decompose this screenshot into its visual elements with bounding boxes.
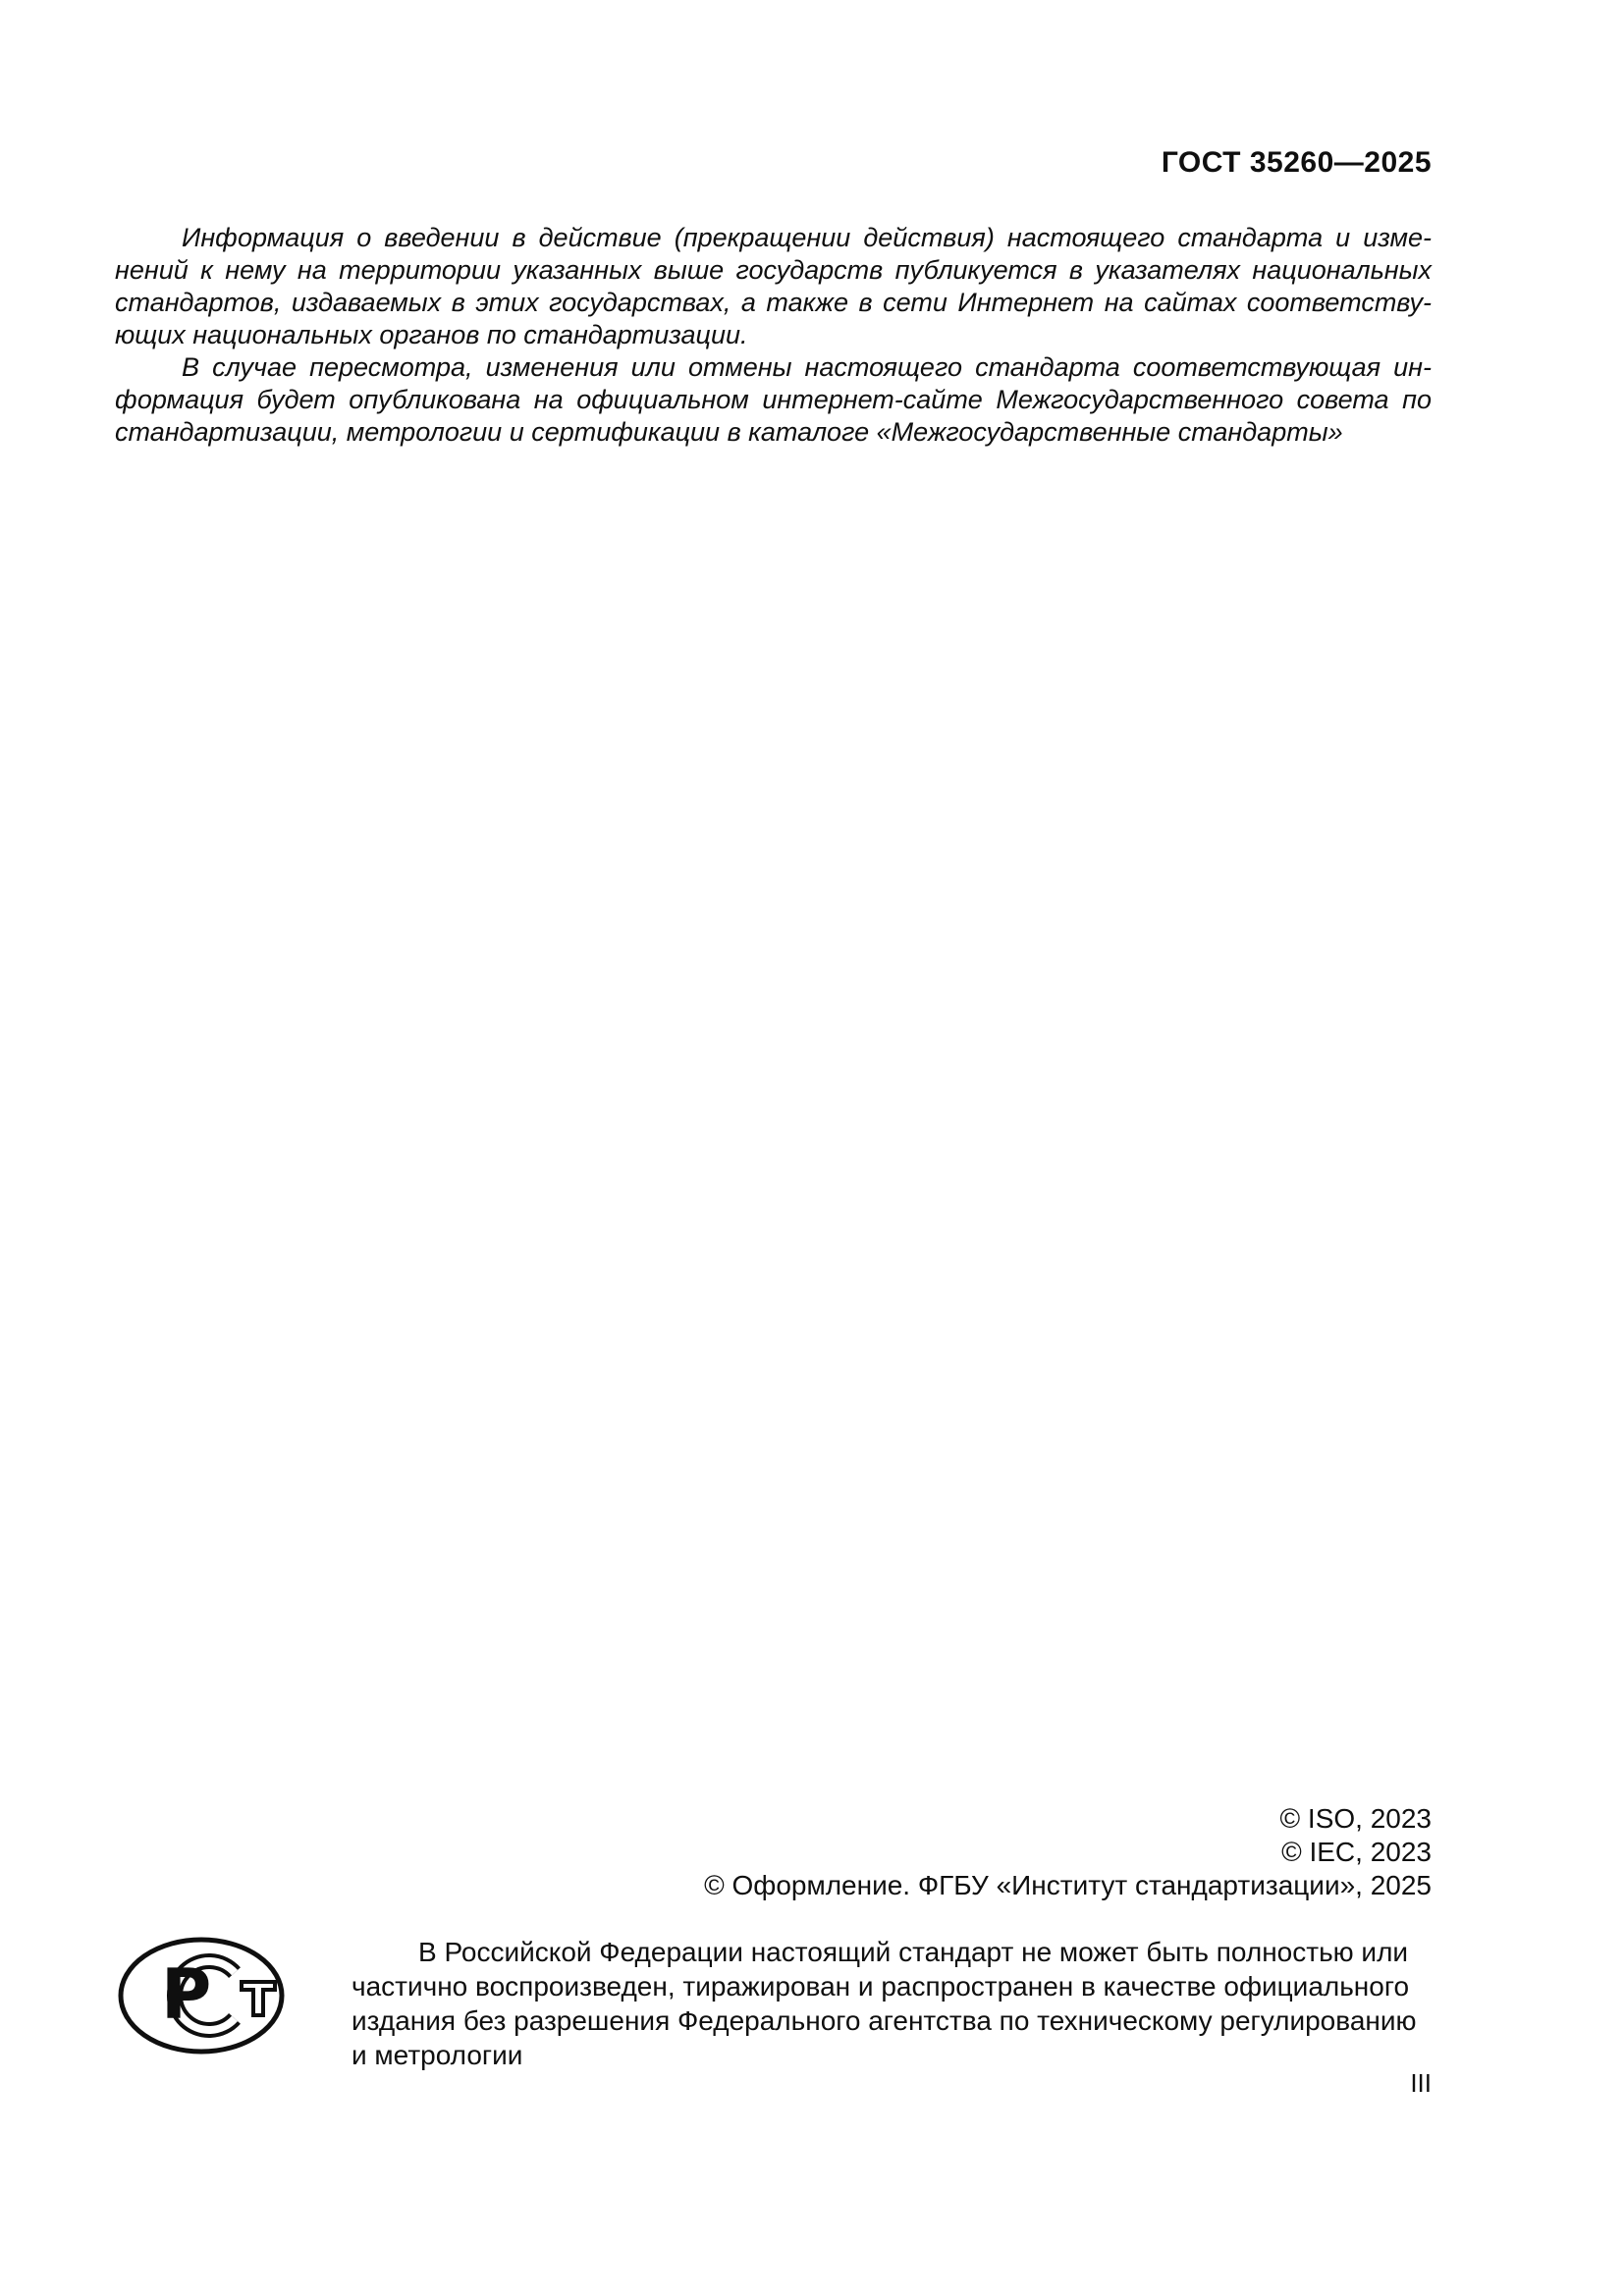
copyright-iso: © ISO, 2023	[1279, 1803, 1432, 1834]
intro-p2-line1: В случае пересмотра, изменения или отмены настоящего стандарта соответствующая ин-	[182, 352, 1432, 382]
notice-line3: издания без разрешения Федерального агентства по техническому регулированию	[352, 2005, 1417, 2036]
copyright-design: © Оформление. ФГБУ «Институт стандартизации», 2025	[704, 1870, 1432, 1900]
rostest-logo	[116, 1935, 287, 2056]
intro-block	[115, 222, 1432, 449]
letter-r: Р	[161, 1954, 212, 2035]
rostest-logo-icon	[116, 1935, 287, 2056]
document-code: ГОСТ 35260—2025	[1161, 146, 1432, 179]
intro-p1-line2: нений к нему на территории указанных выше государств публикуется в указателях национальных	[115, 255, 1432, 285]
notice-line4: и метрологии	[352, 2040, 523, 2070]
notice-line2: частично воспроизведен, тиражирован и распространен в качестве официального	[352, 1971, 1410, 2002]
copyright-iec: © IEC, 2023	[1281, 1837, 1432, 1867]
intro-p2-line3: стандартизации, метрологии и сертификации в каталоге «Межгосударственные стандарты»	[115, 417, 1343, 447]
reproduction-notice	[352, 1935, 1432, 2072]
page-number: III	[1410, 2068, 1432, 2098]
intro-p1-line3: стандартов, издаваемых в этих государствах, а также в сети Интернет на сайтах соответству-	[115, 288, 1432, 317]
notice-line1: В Российской Федерации настоящий стандарт не может быть полностью или	[418, 1937, 1409, 1967]
copyright-block	[115, 1802, 1432, 1902]
intro-p2-line2: формация будет опубликована на официальном интернет-сайте Межгосударственного совета по	[115, 385, 1432, 414]
intro-p1-line1: Информация о введении в действие (прекращении действия) настоящего стандарта и изме-	[182, 223, 1432, 252]
intro-p1-line4: ющих национальных органов по стандартизации.	[115, 320, 748, 349]
